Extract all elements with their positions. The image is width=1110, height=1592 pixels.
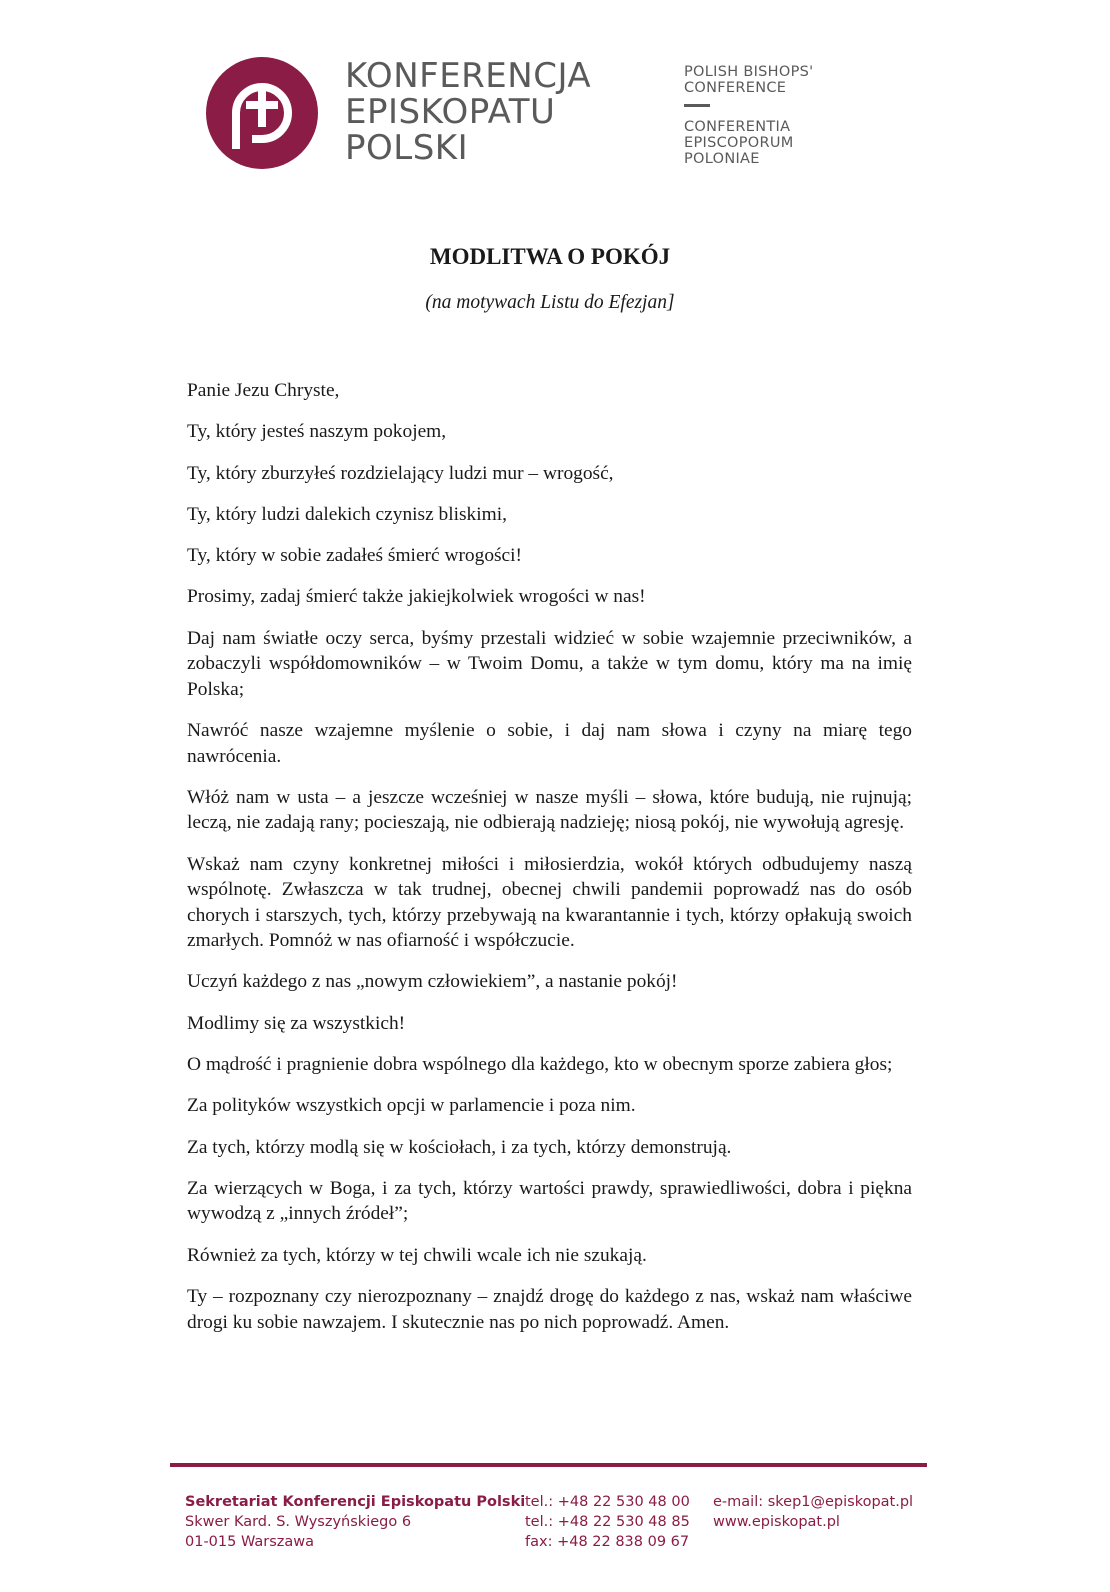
paragraph: Daj nam światłe oczy serca, byśmy przestali widzieć w sobie wzajemnie przeciwników, a zobaczyli współdomowników – w Twoim Domu, a także w tym domu, który ma na imię Polska; [187, 627, 912, 700]
paragraph: Nawróć nasze wzajemne myślenie o sobie, i daj nam słowa i czyny na miarę tego nawrócenia. [187, 720, 912, 767]
footer-tel: tel.: +48 22 530 48 00 [525, 1494, 690, 1510]
footer-email-link[interactable]: e-mail: skep1@episkopat.pl [713, 1494, 914, 1510]
cross-in-circle-icon [206, 57, 318, 169]
document-title: MODLITWA O POKÓJ [429, 244, 671, 269]
org-en-line: CONFERENCE [684, 80, 787, 96]
footer-website-link[interactable]: www.episkopat.pl [713, 1514, 840, 1530]
org-name-line: EPISKOPATU [345, 92, 556, 132]
paragraph: Wskaż nam czyny konkretnej miłości i miłosierdzia, wokół których odbudujemy naszą wspólnotę. Zwłaszcza w tak trudnej, obecnej chwili pandemii poprowadź nas do osób chorych i starszych, tych, którzy przebywają na kwarantannie i tych, którzy opłakują swoich zmarłych. Pomnóż w nas ofiarność i współczucie. [187, 853, 912, 952]
paragraph: Ty, który w sobie zadałeś śmierć wrogości! [187, 545, 523, 567]
paragraph: Za tych, którzy modlą się w kościołach, i za tych, którzy demonstrują. [187, 1136, 732, 1158]
paragraph: O mądrość i pragnienie dobra wspólnego dla każdego, kto w obecnym sporze zabiera głos; [187, 1054, 893, 1076]
paragraph: Za wierzących w Boga, i za tych, którzy wartości prawdy, sprawiedliwości, dobra i piękna wywodzą z „innych źródeł”; [187, 1177, 912, 1225]
footer-contact [713, 1492, 913, 1532]
footer-fax: fax: +48 22 838 09 67 [525, 1534, 690, 1550]
footer-phones [525, 1492, 690, 1552]
org-name-line: POLSKI [345, 128, 469, 168]
org-la-line: CONFERENTIA [684, 119, 791, 135]
footer-office: Sekretariat Konferencji Episkopatu Polski [185, 1494, 526, 1510]
footer-city: 01-015 Warszawa [185, 1534, 315, 1550]
document-subtitle: (na motywach Listu do Efezjan] [425, 292, 675, 313]
org-name-line: KONFERENCJA [345, 56, 592, 96]
paragraph: Ty, który ludzi dalekich czynisz bliskimi, [187, 503, 507, 525]
footer-street: Skwer Kard. S. Wyszyńskiego 6 [185, 1514, 412, 1530]
divider [684, 104, 710, 107]
paragraph: Ty, który zburzyłeś rozdzielający ludzi mur – wrogość, [187, 462, 614, 484]
paragraph: Za polityków wszystkich opcji w parlamencie i poza nim. [187, 1095, 636, 1117]
org-en-line: POLISH BISHOPS' [684, 64, 814, 80]
footer-address [185, 1492, 525, 1552]
paragraph: Uczyń każdego z nas „nowym człowiekiem”, a nastanie pokój! [187, 971, 678, 993]
org-la-line: POLONIAE [684, 151, 760, 167]
org-la-line: EPISCOPORUM [684, 135, 794, 151]
paragraph: Modlimy się za wszystkich! [187, 1012, 406, 1034]
paragraph: Ty, który jesteś naszym pokojem, [187, 421, 447, 443]
paragraph: Włóż nam w usta – a jeszcze wcześniej w nasze myśli – słowa, które budują, nie rujnują; leczą, nie zadają rany; pocieszają, nie odbierają nadzieję; niosą pokój, nie wywołują agresję. [187, 786, 912, 834]
paragraph: Prosimy, zadaj śmierć także jakiejkolwiek wrogości w nas! [187, 586, 646, 608]
organization-name [345, 58, 591, 166]
paragraph: Również za tych, którzy w tej chwili wcale ich nie szukają. [187, 1244, 647, 1266]
paragraph: Ty – rozpoznany czy nierozpoznany – znajdź drogę do każdego z nas, wskaż nam właściwe drogi ku sobie nawzajem. I skutecznie nas po nich poprowadź. Amen. [187, 1286, 912, 1333]
footer-divider [170, 1463, 927, 1467]
organization-name-international [684, 64, 813, 167]
prayer-text [187, 378, 912, 1351]
paragraph: Panie Jezu Chryste, [187, 380, 340, 401]
footer-tel: tel.: +48 22 530 48 85 [525, 1514, 690, 1530]
